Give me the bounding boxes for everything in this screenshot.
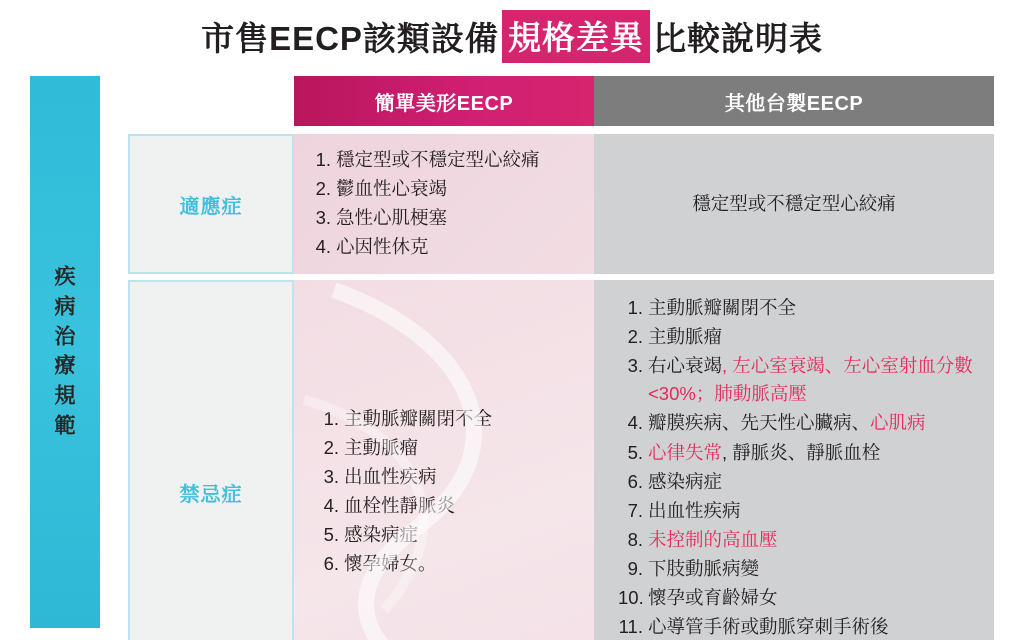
- list-index: 7.: [627, 499, 643, 521]
- header-right-column: 其他台製EECP: [594, 76, 994, 126]
- list-index: 4.: [323, 495, 339, 516]
- list-item: [310, 233, 584, 261]
- list-item: [618, 409, 986, 437]
- list-item: [318, 521, 492, 549]
- list-index: 3.: [315, 207, 331, 229]
- list-text: 穩定型或不穩定型心絞痛: [336, 149, 540, 170]
- list-item: [618, 526, 986, 554]
- list-item: [318, 492, 492, 520]
- row-label-contraindication: 禁忌症: [128, 280, 294, 640]
- list-item: [618, 439, 986, 467]
- list-text: 感染病症: [648, 470, 723, 492]
- list-index: 4.: [627, 412, 643, 434]
- row-group-char-3: 療: [54, 355, 76, 378]
- list-index: 5.: [627, 441, 643, 463]
- indication-middle-list: [310, 146, 584, 261]
- list-item: [318, 434, 492, 462]
- row-group-label-column: [30, 76, 100, 628]
- list-item: [618, 497, 986, 525]
- list-text: 出血性疾病: [648, 499, 741, 521]
- list-index: 4.: [315, 236, 331, 258]
- list-index: 1.: [323, 407, 339, 429]
- cell-contraindication-middle: [294, 280, 594, 640]
- list-item: [318, 405, 492, 433]
- list-index: 11.: [618, 616, 643, 638]
- list-index: 2.: [323, 436, 339, 458]
- list-item: [310, 146, 584, 174]
- list-text-part: 右心衰竭: [648, 355, 723, 377]
- list-text-highlight: 未控制的高血壓: [648, 528, 778, 550]
- list-text: 懷孕或育齡婦女: [648, 587, 778, 609]
- row-group-char-1: 病: [54, 295, 76, 319]
- list-index: 2.: [627, 326, 643, 348]
- list-item: [618, 584, 986, 612]
- list-index: 3.: [323, 465, 339, 487]
- list-text: 主動脈瘤: [648, 326, 723, 348]
- list-item: [318, 550, 492, 578]
- list-text: 血栓性靜脈炎: [344, 495, 456, 516]
- comparison-table: [30, 76, 994, 638]
- list-text: 急性心肌梗塞: [336, 207, 448, 229]
- list-text-highlight: 心律失常: [648, 441, 723, 463]
- list-text-part: 瓣膜疾病、先天性心臟病、: [648, 412, 871, 434]
- row-label-indication: 適應症: [128, 134, 294, 274]
- list-text: 鬱血性心衰竭: [336, 178, 448, 200]
- list-text: 主動脈瓣關閉不全: [344, 407, 493, 429]
- list-text: 懷孕婦女。: [344, 553, 437, 575]
- list-item: [618, 294, 986, 322]
- title-before-text: 市售EECP該類設備: [201, 20, 499, 57]
- list-item: [618, 555, 986, 583]
- list-index: 9.: [627, 557, 643, 579]
- list-item: [318, 463, 492, 491]
- row-group-char-2: 治: [54, 325, 76, 349]
- header-middle-column: 簡單美形EECP: [294, 76, 594, 126]
- list-index: 1.: [315, 149, 331, 170]
- cell-indication-middle: [294, 134, 594, 274]
- row-group-char-4: 規: [54, 384, 76, 408]
- list-text: 心因性休克: [336, 236, 429, 258]
- row-group-char-0: 疾: [54, 265, 76, 289]
- list-text: 心導管手術或動脈穿刺手術後: [648, 616, 889, 638]
- contraindication-middle-list: [318, 405, 492, 580]
- list-text: 主動脈瓣關閉不全: [648, 297, 797, 318]
- list-item: [618, 468, 986, 496]
- list-index: 6.: [627, 470, 643, 492]
- list-item: [618, 613, 986, 640]
- list-text: 下肢動脈病變: [648, 557, 760, 579]
- list-item: [310, 204, 584, 232]
- list-item: [618, 323, 986, 351]
- list-index: 3.: [627, 355, 643, 377]
- list-text-highlight: , 左心室衰竭、左心室射血分數<30%；肺動脈高壓: [648, 355, 973, 405]
- list-text-highlight: 心肌病: [870, 412, 926, 434]
- cell-indication-right: 穩定型或不穩定型心絞痛: [594, 134, 994, 274]
- contraindication-right-list: [618, 294, 986, 640]
- list-index: 10.: [618, 587, 644, 609]
- row-group-label-text: [30, 263, 100, 442]
- list-item: [310, 175, 584, 203]
- list-index: 1.: [627, 297, 643, 318]
- list-index: 2.: [315, 178, 331, 200]
- list-text: 主動脈瘤: [344, 436, 419, 458]
- row-group-char-5: 範: [54, 414, 76, 438]
- title-after-text: 比較說明表: [652, 20, 823, 57]
- page-title: [0, 10, 1024, 63]
- list-text-part: , 靜脈炎、靜脈血栓: [722, 441, 881, 463]
- list-index: 6.: [323, 553, 339, 575]
- cell-contraindication-right: [594, 280, 994, 640]
- list-item: [618, 352, 986, 408]
- list-text: 出血性疾病: [344, 465, 437, 487]
- list-text: 感染病症: [344, 524, 419, 546]
- title-highlight-text: 規格差異: [502, 10, 650, 63]
- list-index: 5.: [323, 524, 339, 546]
- list-index: 8.: [627, 528, 643, 550]
